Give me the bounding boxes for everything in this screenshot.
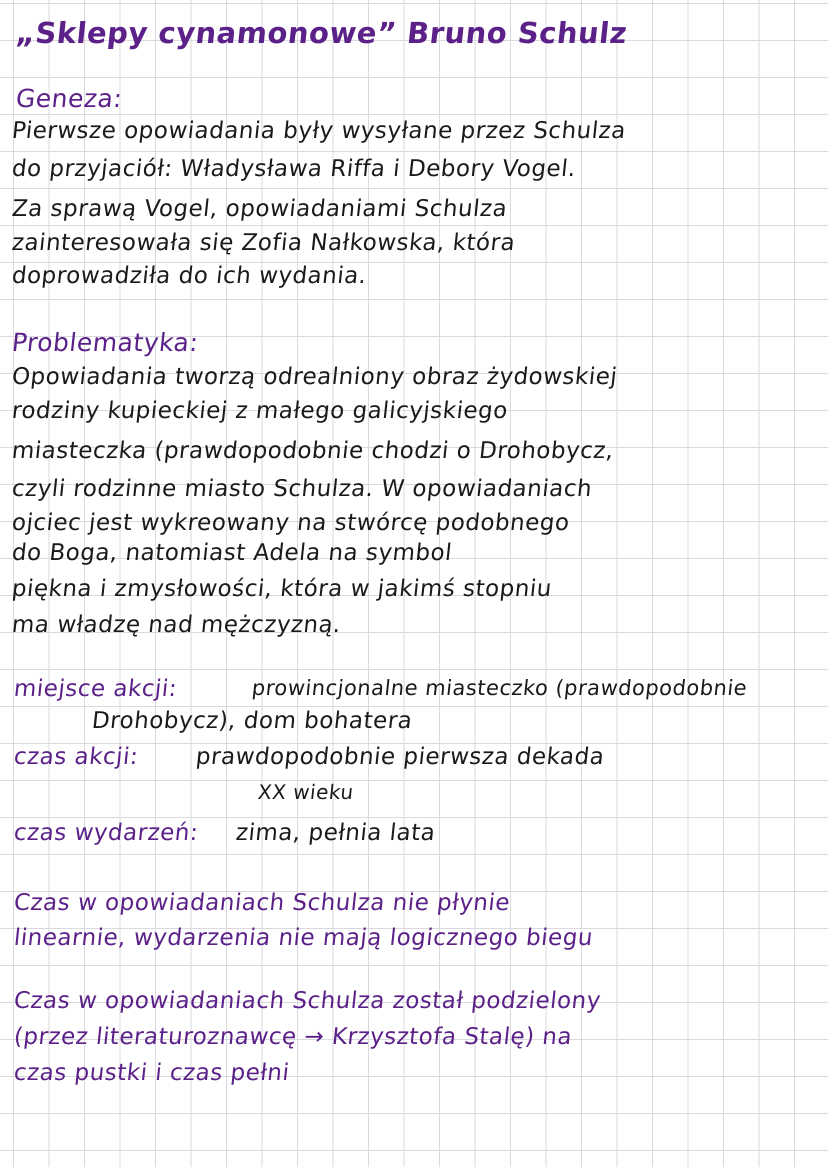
text-line: Opowiadania tworzą odrealniony obraz żydowskiej — [10, 364, 619, 390]
value-czas-wydarzen: zima, pełnia lata — [234, 820, 437, 846]
text-line: ojciec jest wykreowany na stwórcę podobnego — [10, 510, 571, 536]
note-line: (przez literaturoznawcę → Krzysztofa Stalę) na — [12, 1024, 574, 1050]
text-line: do Boga, natomiast Adela na symbol — [10, 540, 454, 566]
label-miejsce-akcji: miejsce akcji: — [12, 676, 179, 702]
label-czas-wydarzen: czas wydarzeń: — [12, 820, 200, 846]
value-miejsce-akcji-cont: Drohobycz), dom bohatera — [90, 708, 414, 734]
text-line: doprowadziła do ich wydania. — [10, 263, 368, 289]
text-line: czyli rodzinne miasto Schulza. W opowiadaniach — [10, 476, 594, 502]
text-line: zainteresowała się Zofia Nałkowska, która — [10, 230, 517, 256]
text-line: Za sprawą Vogel, opowiadaniami Schulza — [10, 196, 509, 222]
text-line: miasteczka (prawdopodobnie chodzi o Drohobycz, — [10, 438, 616, 464]
section-heading-geneza: Geneza: — [14, 84, 124, 113]
text-line: ma władzę nad mężczyzną. — [10, 612, 343, 638]
value-czas-akcji: prawdopodobnie pierwsza dekada — [194, 744, 606, 770]
text-line: do przyjaciół: Władysława Riffa i Debory Vogel. — [10, 156, 578, 182]
note-title: „Sklepy cynamonowe” Bruno Schulz — [14, 16, 629, 50]
value-czas-akcji-cont: XX wieku — [256, 780, 355, 804]
note-line: Czas w opowiadaniach Schulza nie płynie — [12, 890, 512, 916]
text-line: Pierwsze opowiadania były wysyłane przez Schulza — [10, 118, 628, 144]
text-line: piękna i zmysłowości, która w jakimś stopniu — [10, 576, 554, 602]
note-line: Czas w opowiadaniach Schulza został podzielony — [12, 988, 603, 1014]
label-czas-akcji: czas akcji: — [12, 744, 140, 770]
note-line: linearnie, wydarzenia nie mają logicznego biegu — [12, 925, 595, 951]
section-heading-problematyka: Problematyka: — [10, 328, 200, 357]
text-line: rodziny kupieckiej z małego galicyjskiego — [10, 398, 510, 424]
note-line: czas pustki i czas pełni — [12, 1060, 291, 1086]
value-miejsce-akcji: prowincjonalne miasteczko (prawdopodobnie — [250, 676, 749, 700]
